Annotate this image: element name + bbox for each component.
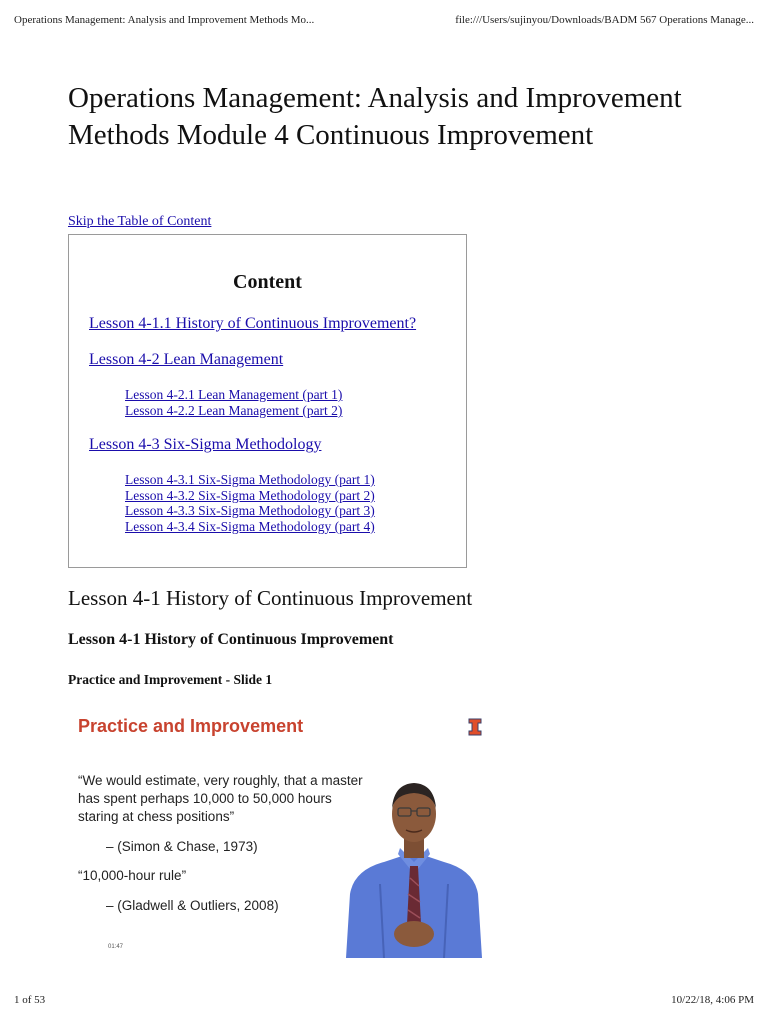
toc-link-lesson-4-2-1[interactable]: Lesson 4-2.1 Lean Management (part 1)	[125, 387, 343, 402]
page-title: Operations Management: Analysis and Improvement Methods Module 4 Continuous Improvement	[68, 82, 682, 151]
toc-link-lesson-4-2-2[interactable]: Lesson 4-2.2 Lean Management (part 2)	[125, 403, 343, 418]
slide-quote: “We would estimate, very roughly, that a master has spent perhaps 10,000 to 50,000 hours staring at chess positions”	[78, 773, 363, 824]
toc-link-lesson-4-3[interactable]: Lesson 4-3 Six-Sigma Methodology	[89, 436, 322, 453]
slide-title: Practice and Improvement	[78, 716, 304, 736]
lesson-subheading: Lesson 4-1 History of Continuous Improvement	[68, 631, 394, 648]
university-logo-icon	[468, 718, 482, 736]
slide-rule-text: “10,000-hour rule”	[78, 868, 187, 883]
toc-link-lesson-4-1[interactable]: Lesson 4-1.1 History of Continuous Improvement?	[89, 315, 417, 332]
toc-link-lesson-4-3-3[interactable]: Lesson 4-3.3 Six-Sigma Methodology (part 3)	[125, 503, 375, 518]
print-footer	[14, 994, 754, 1010]
skip-toc-link[interactable]: Skip the Table of Content	[68, 214, 212, 229]
presenter-image	[340, 774, 488, 958]
toc-link-lesson-4-3-2[interactable]: Lesson 4-3.2 Six-Sigma Methodology (part 2)	[125, 488, 375, 503]
lesson-heading: Lesson 4-1 History of Continuous Improvement	[68, 586, 473, 610]
toc-link-lesson-4-2[interactable]: Lesson 4-2 Lean Management	[89, 351, 284, 368]
toc-link-lesson-4-3-1[interactable]: Lesson 4-3.1 Six-Sigma Methodology (part 1)	[125, 472, 375, 487]
print-datetime: 10/22/18, 4:06 PM	[671, 994, 754, 1006]
table-of-contents	[68, 234, 467, 568]
toc-heading: Content	[233, 271, 302, 293]
slide-image	[68, 708, 488, 958]
print-header	[14, 14, 754, 30]
slide-caption: Practice and Improvement - Slide 1	[68, 672, 273, 687]
print-header-url: file:///Users/sujinyou/Downloads/BADM 567 Operations Manage...	[455, 14, 754, 26]
toc-link-lesson-4-3-4[interactable]: Lesson 4-3.4 Six-Sigma Methodology (part 4)	[125, 519, 375, 534]
page-number: 1 of 53	[14, 994, 46, 1006]
video-timestamp: 01:47	[108, 944, 124, 950]
print-header-title: Operations Management: Analysis and Improvement Methods Mo...	[14, 14, 315, 26]
slide-citation-2: – (Gladwell & Outliers, 2008)	[106, 898, 279, 913]
slide-citation-1: – (Simon & Chase, 1973)	[106, 839, 258, 854]
